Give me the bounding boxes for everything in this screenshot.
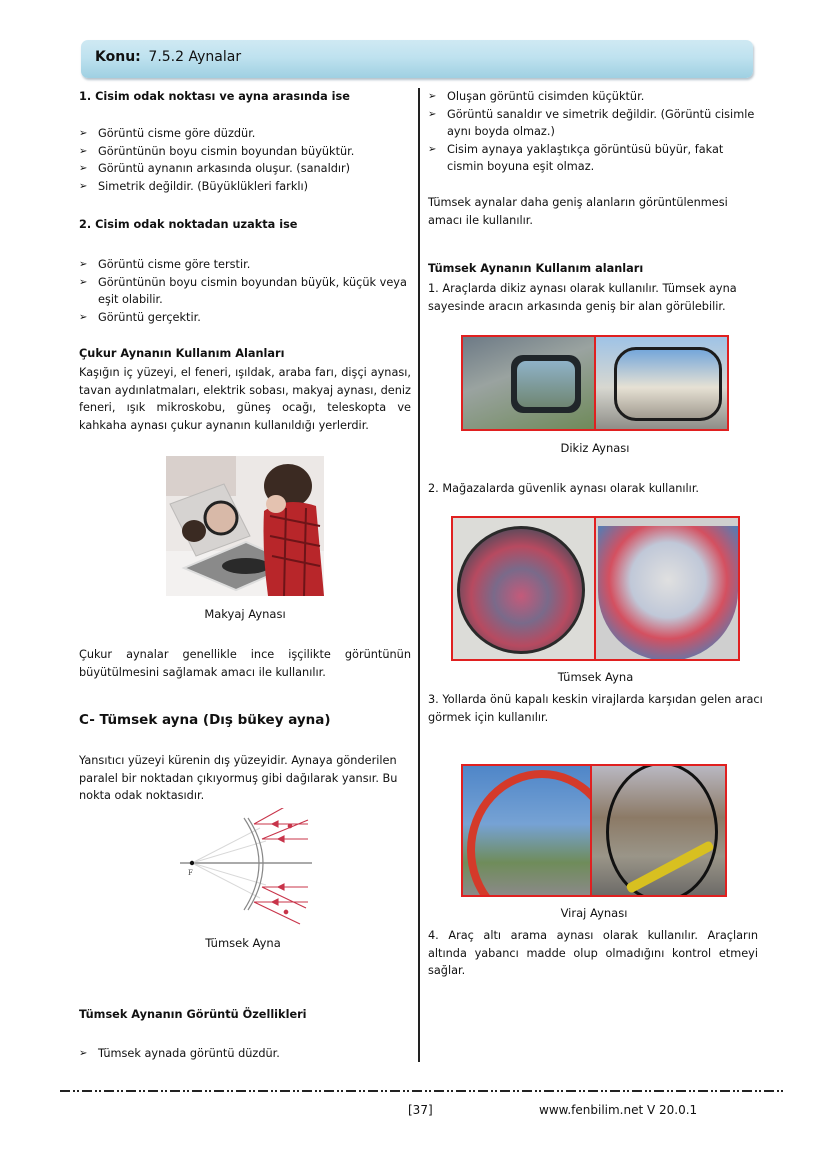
footer-divider [60, 1090, 786, 1092]
convex-diagram-caption: Tümsek Ayna [205, 936, 281, 950]
road-mirror-caption: Viraj Aynası [560, 906, 628, 920]
rearview-mirror-photo [461, 335, 729, 431]
case1-title: 1. Cisim odak noktası ve ayna arasında ise [79, 90, 350, 103]
security-photo-right [596, 518, 738, 659]
convex-purpose-text: Tümsek aynalar daha geniş alanların görüntülenmesi amacı ile kullanılır. [428, 196, 728, 227]
list-item: ➢ Görüntü sanaldır ve simetrik değildir. (Görüntü cisimle aynı boyda olmaz.) [428, 107, 755, 138]
case2-list [79, 256, 409, 326]
security-photo-left [453, 518, 594, 659]
column-divider [418, 88, 420, 1062]
bullet-arrow-icon: ➢ [79, 1048, 88, 1059]
list-item: ➢ Oluşan görüntü cisimden küçüktür. [428, 88, 763, 106]
bullet-arrow-icon: ➢ [428, 108, 437, 120]
makeup-mirror-caption: Makyaj Aynası [204, 607, 286, 621]
bullet-arrow-icon: ➢ [79, 180, 88, 192]
bullet-arrow-icon: ➢ [79, 259, 88, 270]
bullet-arrow-icon: ➢ [428, 91, 437, 102]
convex-props-list-left [79, 1045, 409, 1063]
concave-purpose-text: Çukur aynalar genellikle ince işçilikte görüntünün büyütülmesini sağlamak amacı ile kullanılır. [79, 648, 411, 679]
security-mirror-caption: Tümsek Ayna [557, 670, 634, 684]
convex-props-list-right [428, 88, 763, 176]
case2-title: 2. Cisim odak noktadan uzakta ise [79, 218, 298, 231]
concave-uses-text: Kaşığın iç yüzeyi, el feneri, ışıldak, araba farı, dişçi aynası, tavan aydınlatmaları, elektrik sobası, makyaj aynası, deniz feneri, ışık mikroskobu, güneş ocağı, teleskopta ve kahkaha aynası çukur aynanın kullanıldığı yerlerdir. [79, 366, 411, 432]
topic-header [81, 40, 753, 78]
case1-list [79, 125, 409, 195]
use3-text: 3. Yollarda önü kapalı keskin virajlarda karşıdan gelen aracı görmek için kullanılır. [428, 693, 763, 724]
makeup-mirror-illustration [166, 456, 324, 596]
rearview-photo-left [463, 337, 594, 429]
list-item: ➢ Tümsek aynada görüntü düzdür. [79, 1045, 409, 1063]
use2-text: 2. Mağazalarda güvenlik aynası olarak kullanılır. [428, 482, 700, 495]
list-item: ➢ Görüntü aynanın arkasında oluşur. (sanaldır) [79, 160, 409, 178]
ray-diagram-illustration [178, 808, 318, 928]
list-item: ➢ Cisim aynaya yaklaştıkça görüntüsü büyür, fakat cismin boyuna eşit olmaz. [428, 142, 724, 173]
road-mirror-photo [461, 764, 727, 897]
bullet-arrow-icon: ➢ [428, 143, 437, 155]
convex-props-title: Tümsek Aynanın Görüntü Özellikleri [79, 1008, 307, 1021]
topic-label: Konu: [95, 49, 141, 65]
rearview-caption: Dikiz Aynası [560, 441, 630, 455]
use1-text: 1. Araçlarda dikiz aynası olarak kullanılır. Tümsek ayna sayesinde aracın arkasında geniş bir alan görülebilir. [428, 282, 737, 313]
makeup-mirror-photo [166, 456, 324, 596]
focus-point-label: F [188, 869, 193, 877]
list-item: ➢ Görüntü cisme göre terstir. [79, 256, 409, 274]
topic-title: 7.5.2 Aynalar [148, 49, 242, 65]
footer-site-version: www.fenbilim.net V 20.0.1 [539, 1103, 698, 1117]
bullet-arrow-icon: ➢ [79, 276, 88, 288]
road-photo-left [463, 766, 590, 895]
page-number: [37] [408, 1103, 433, 1117]
convex-uses-title: Tümsek Aynanın Kullanım alanları [428, 262, 644, 275]
bullet-arrow-icon: ➢ [79, 311, 88, 323]
convex-definition: Yansıtıcı yüzeyi kürenin dış yüzeyidir. Aynaya gönderilen paralel bir noktadan çıkıyormuş gibi dağılarak yansır. Bu nokta odak noktasıdır. [79, 754, 398, 802]
bullet-arrow-icon: ➢ [79, 163, 88, 174]
concave-uses-title: Çukur Aynanın Kullanım Alanları [79, 347, 285, 360]
list-item: ➢ Görüntünün boyu cismin boyundan büyüktür. [79, 143, 409, 161]
security-mirror-photo [451, 516, 740, 661]
bullet-arrow-icon: ➢ [79, 145, 88, 157]
use4-text: 4. Araç altı arama aynası olarak kullanılır. Araçların altında yabancı madde olup olmadığını kontrol etmeyi sağlar. [428, 929, 758, 977]
list-item: ➢ Simetrik değildir. (Büyüklükleri farklı) [79, 178, 409, 196]
list-item: ➢ Görüntünün boyu cismin boyundan büyük, küçük veya eşit olabilir. [79, 275, 407, 306]
convex-mirror-diagram [178, 808, 318, 928]
convex-heading: C- Tümsek ayna (Dış bükey ayna) [79, 712, 331, 728]
bullet-arrow-icon: ➢ [79, 128, 88, 139]
list-item: ➢ Görüntü gerçektir. [79, 309, 409, 327]
road-photo-right [592, 766, 725, 895]
rearview-photo-right [596, 337, 727, 429]
list-item: ➢ Görüntü cisme göre düzdür. [79, 125, 409, 143]
